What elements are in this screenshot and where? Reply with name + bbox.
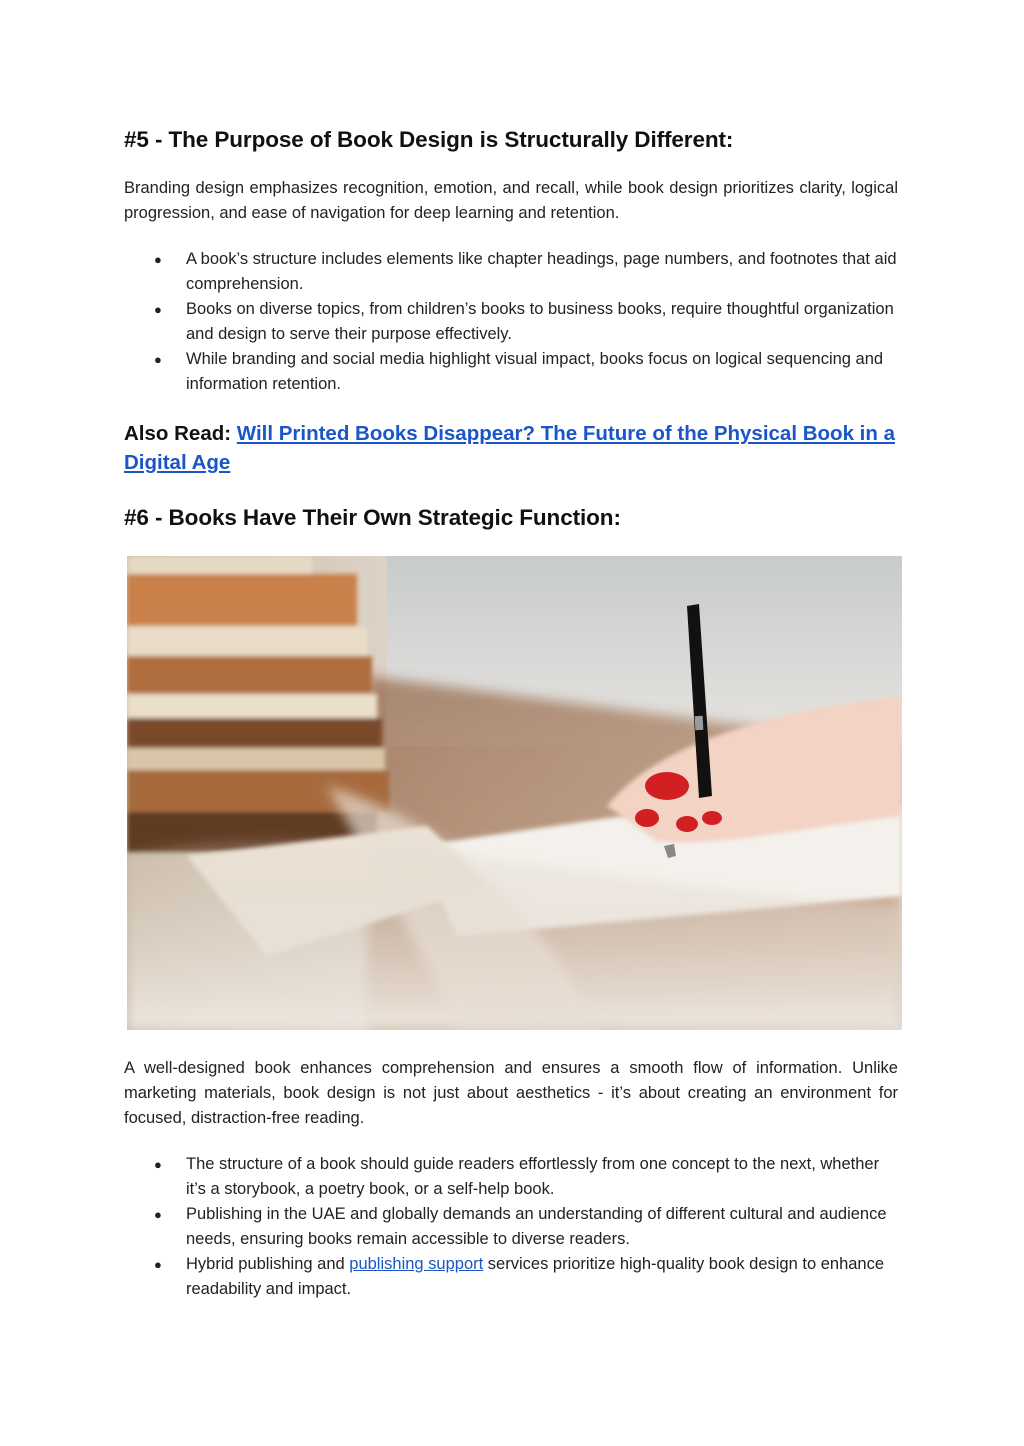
- section6-paragraph: A well-designed book enhances comprehension and ensures a smooth flow of information. Unlike marketing materials, book design is not just about aesthetics - it’s about creating an environment for focused, distraction-free reading.: [124, 1059, 898, 1127]
- bullet-icon: ●: [154, 1207, 162, 1222]
- list-item: ● Publishing in the UAE and globally demands an understanding of different cultural and audience needs, ensuring books remain accessible to diverse readers.: [124, 1202, 898, 1252]
- bullet-icon: ●: [154, 1157, 162, 1172]
- list-item: ● A book’s structure includes elements like chapter headings, page numbers, and footnotes that aid comprehension.: [124, 247, 898, 297]
- also-read-link[interactable]: Will Printed Books Disappear? The Future of the Physical Book in a Digital Age: [124, 422, 895, 474]
- list-item: ● The structure of a book should guide readers effortlessly from one concept to the next, whether it’s a storybook, a poetry book, or a self-help book.: [124, 1152, 898, 1202]
- bullet-icon: ●: [154, 252, 162, 267]
- list-item: ● Books on diverse topics, from children’s books to business books, require thoughtful organization and design to serve their purpose effectively.: [124, 297, 898, 347]
- photo-hand-writing-icon: [127, 556, 902, 1030]
- section6-heading: #6 - Books Have Their Own Strategic Function:: [124, 505, 621, 530]
- section6-bullet-list: [124, 1152, 898, 1302]
- writing-photo: [127, 556, 902, 1030]
- also-read-label: Also Read:: [124, 422, 232, 445]
- section5-heading: #5 - The Purpose of Book Design is Structurally Different:: [124, 127, 734, 152]
- list-item: ● Hybrid publishing and publishing support services prioritize high-quality book design to enhance readability and impact.: [124, 1252, 898, 1302]
- also-read: [124, 419, 898, 477]
- bullet-icon: ●: [154, 1257, 162, 1272]
- bullet-icon: ●: [154, 302, 162, 317]
- list-item: ● While branding and social media highlight visual impact, books focus on logical sequencing and information retention.: [124, 347, 898, 397]
- publishing-support-link[interactable]: publishing support: [349, 1255, 484, 1273]
- section5-paragraph: Branding design emphasizes recognition, emotion, and recall, while book design prioritizes clarity, logical progression, and ease of navigation for deep learning and retention.: [124, 179, 898, 222]
- section5-bullet-list: [124, 247, 898, 397]
- bullet-icon: ●: [154, 352, 162, 367]
